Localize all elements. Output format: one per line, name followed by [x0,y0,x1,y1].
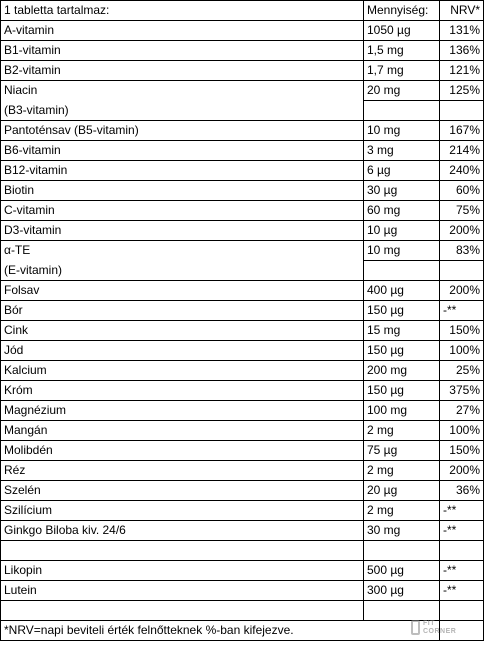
table-row [1,341,484,361]
nrv-cell: -** [440,301,484,321]
amount-cell: 150 µg [364,301,440,321]
nrv-cell [440,541,484,561]
table-row [1,241,484,261]
nrv-cell: -** [440,561,484,581]
table-row [1,481,484,501]
nutrient-name-cell: Lutein [1,581,364,601]
nutrient-name-cell: Likopin [1,561,364,581]
nutrient-name-cell: D3-vitamin [1,221,364,241]
nutrient-name-cell: Mangán [1,421,364,441]
nrv-cell: 25% [440,361,484,381]
amount-cell [364,261,440,281]
nrv-cell: 150% [440,321,484,341]
nrv-cell: 167% [440,121,484,141]
amount-cell: 60 mg [364,201,440,221]
nutrient-name-cell: (E-vitamin) [1,261,364,281]
nrv-cell: 27% [440,401,484,421]
amount-cell: 100 mg [364,401,440,421]
nrv-cell [440,101,484,121]
amount-cell: 1,5 mg [364,41,440,61]
nrv-cell: 100% [440,421,484,441]
amount-cell: 150 µg [364,341,440,361]
table-row [1,561,484,581]
nrv-cell: 36% [440,481,484,501]
table-row [1,421,484,441]
nutrient-name-cell: Molibdén [1,441,364,461]
table-row [1,501,484,521]
nutrient-name-cell: A-vitamin [1,21,364,41]
header-nrv-cell: NRV* [440,1,484,21]
nutrient-name-cell: Ginkgo Biloba kiv. 24/6 [1,521,364,541]
nutrient-name-cell: Réz [1,461,364,481]
nrv-cell: 136% [440,41,484,61]
nrv-cell: 240% [440,161,484,181]
nutrient-name-cell [1,601,364,621]
nrv-cell: 200% [440,221,484,241]
table-row [1,101,484,121]
nutrient-name-cell: B1-vitamin [1,41,364,61]
nutrient-name-cell [1,541,364,561]
nutrient-name-cell: B12-vitamin [1,161,364,181]
nutrient-name-cell: B2-vitamin [1,61,364,81]
nrv-cell: 75% [440,201,484,221]
amount-cell: 3 mg [364,141,440,161]
nutrient-name-cell: Jód [1,341,364,361]
nutrient-name-cell: Biotin [1,181,364,201]
nrv-cell: 214% [440,141,484,161]
table-row [1,221,484,241]
table-row [1,21,484,41]
table-row [1,201,484,221]
header-amount-cell: Mennyiség: [364,1,440,21]
table-row [1,401,484,421]
header-name-cell: 1 tabletta tartalmaz: [1,1,364,21]
amount-cell: 1,7 mg [364,61,440,81]
nrv-cell: 60% [440,181,484,201]
nutrient-name-cell: Cink [1,321,364,341]
table-row [1,381,484,401]
amount-cell: 20 µg [364,481,440,501]
nutrient-name-cell: Szelén [1,481,364,501]
nrv-cell: -** [440,581,484,601]
table-row [1,301,484,321]
nrv-cell: 200% [440,281,484,301]
table-row [1,321,484,341]
table-row [1,541,484,561]
nrv-cell: 150% [440,441,484,461]
amount-cell: 400 µg [364,281,440,301]
logo-line-2: CORNER [423,628,457,635]
nutrient-name-cell: Kalcium [1,361,364,381]
nutrient-name-cell: Folsav [1,281,364,301]
nrv-cell: 125% [440,81,484,101]
nutrient-name-cell: B6-vitamin [1,141,364,161]
nutrient-name-cell: C-vitamin [1,201,364,221]
nutrient-name-cell: Szilícium [1,501,364,521]
amount-cell: 10 µg [364,221,440,241]
table-row [1,181,484,201]
nrv-cell: -** [440,501,484,521]
amount-cell: 2 mg [364,501,440,521]
amount-cell: 6 µg [364,161,440,181]
amount-cell: 30 µg [364,181,440,201]
table-row [1,81,484,101]
amount-cell: 20 mg [364,81,440,101]
amount-cell: 150 µg [364,381,440,401]
amount-cell: 2 mg [364,421,440,441]
amount-cell: 10 mg [364,241,440,261]
amount-cell: 2 mg [364,461,440,481]
table-row [1,61,484,81]
nrv-cell: 100% [440,341,484,361]
amount-cell: 30 mg [364,521,440,541]
nutrient-name-cell: Bór [1,301,364,321]
header-row [1,1,484,21]
nrv-cell: -** [440,521,484,541]
nutrient-name-cell: Niacin [1,81,364,101]
nutrient-name-cell: Magnézium [1,401,364,421]
nrv-cell: 131% [440,21,484,41]
nrv-cell: 121% [440,61,484,81]
table-row [1,361,484,381]
amount-cell [364,101,440,121]
amount-cell: 15 mg [364,321,440,341]
amount-cell [364,541,440,561]
amount-cell: 10 mg [364,121,440,141]
table-row [1,261,484,281]
nrv-cell: 83% [440,241,484,261]
amount-cell: 200 mg [364,361,440,381]
nrv-cell [440,261,484,281]
fitcorner-logo [411,617,457,639]
table-row [1,581,484,601]
table-row [1,521,484,541]
table-row [1,461,484,481]
logo-line-1: FIT [423,620,435,627]
nutrient-name-cell: (B3-vitamin) [1,101,364,121]
amount-cell: 300 µg [364,581,440,601]
table-row [1,441,484,461]
table-row [1,141,484,161]
nrv-cell: 375% [440,381,484,401]
table-row [1,121,484,141]
fitcorner-logo-icon [411,620,420,635]
amount-cell: 500 µg [364,561,440,581]
nutrient-name-cell: Pantoténsav (B5-vitamin) [1,121,364,141]
amount-cell: 75 µg [364,441,440,461]
table-row [1,281,484,301]
nutrient-name-cell: Króm [1,381,364,401]
footnote-text: *NRV=napi beviteli érték felnőtteknek %-ban kifejezve. [1,621,440,641]
nutrient-name-cell: α-TE [1,241,364,261]
table-row [1,161,484,181]
nrv-cell: 200% [440,461,484,481]
amount-cell: 1050 µg [364,21,440,41]
table-row [1,41,484,61]
